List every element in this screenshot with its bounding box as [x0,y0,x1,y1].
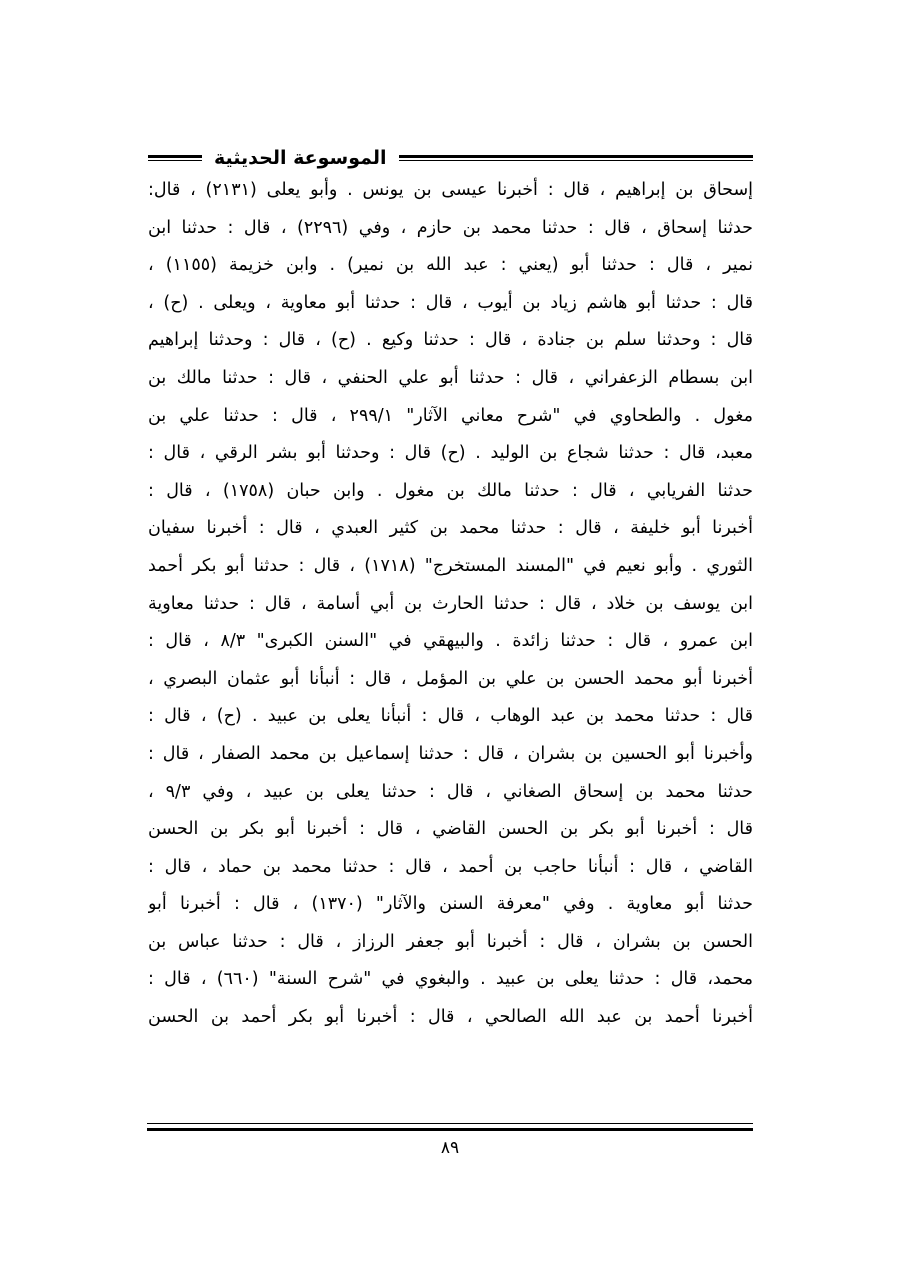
text-line: ابن يوسف بن خلاد ، قال : حدثنا الحارث بن أبي أسامة ، قال : حدثنا معاوية [148,593,753,614]
text-line: ابن عمرو ، قال : حدثنا زائدة . والبيهقي في "السنن الكبرى" ٨/٣ ، قال : [148,631,753,652]
text-line: القاضي ، قال : أنبأنا حاجب بن أحمد ، قال : حدثنا محمد بن حماد ، قال : [148,856,753,877]
text-line: إسحاق بن إبراهيم ، قال : أخبرنا عيسى بن يونس . وأبو يعلى (٢١٣١) ، قال: [148,180,753,200]
text-line: حدثنا إسحاق ، قال : حدثنا محمد بن حازم ، وفي (٢٢٩٦) ، قال : حدثنا ابن [148,217,753,238]
text-line: أخبرنا أبو محمد الحسن بن علي بن المؤمل ، قال : أنبأنا أبو عثمان البصري ، [148,668,753,689]
footer-rule-thick [147,1128,753,1131]
text-line: حدثنا محمد بن إسحاق الصغاني ، قال : حدثنا يعلى بن عبيد ، وفي ٩/٣ ، [148,781,753,802]
body-text [148,172,753,1037]
text-line: قال : أخبرنا أبو بكر بن الحسن القاضي ، قال : أخبرنا أبو بكر بن الحسن [148,819,753,840]
text-line: ابن بسطام الزعفراني ، قال : حدثنا أبو علي الحنفي ، قال : حدثنا مالك بن [148,367,753,388]
header-rule-left [148,155,202,161]
text-line: حدثنا الفريابي ، قال : حدثنا مالك بن مغول . وابن حبان (١٧٥٨) ، قال : [148,480,753,501]
text-line: وأخبرنا أبو الحسين بن بشران ، قال : حدثنا إسماعيل بن محمد الصفار ، قال : [148,743,753,764]
page-header [148,140,753,176]
text-line: مغول . والطحاوي في "شرح معاني الآثار" ٢٩٩/١ ، قال : حدثنا علي بن [148,405,753,426]
text-line: الحسن بن بشران ، قال : أخبرنا أبو جعفر الرزاز ، قال : حدثنا عباس بن [148,931,753,952]
text-line: نمير ، قال : حدثنا أبو (يعني : عبد الله بن نمير) . وابن خزيمة (١١٥٥) ، [148,255,753,276]
text-line: حدثنا أبو معاوية . وفي "معرفة السنن والآثار" (١٣٧٠) ، قال : أخبرنا أبو [148,894,753,915]
text-line: الثوري . وأبو نعيم في "المسند المستخرج" (١٧١٨) ، قال : حدثنا أبو بكر أحمد [148,555,753,576]
text-line: معبد، قال : حدثنا شجاع بن الوليد . (ح) قال : وحدثنا أبو بشر الرقي ، قال : [148,443,753,464]
header-title: الموسوعة الحديثية [214,147,387,169]
text-line: أخبرنا أبو خليفة ، قال : حدثنا محمد بن كثير العبدي ، قال : أخبرنا سفيان [148,518,753,539]
text-line: قال : حدثنا محمد بن عبد الوهاب ، قال : أنبأنا يعلى بن عبيد . (ح) ، قال : [148,706,753,727]
footer-rule-thin [147,1123,753,1124]
header-rule-right [399,155,754,161]
text-line: قال : حدثنا أبو هاشم زياد بن أيوب ، قال : حدثنا أبو معاوية ، ويعلى . (ح) ، [148,292,753,313]
text-line: أخبرنا أحمد بن عبد الله الصالحي ، قال : أخبرنا أبو بكر أحمد بن الحسن [148,1007,753,1028]
page-number: ٨٩ [440,1138,460,1158]
footer-rules [147,1123,753,1131]
text-line: قال : وحدثنا سلم بن جنادة ، قال : حدثنا وكيع . (ح) ، قال : وحدثنا إبراهيم [148,330,753,351]
text-line: محمد، قال : حدثنا يعلى بن عبيد . والبغوي في "شرح السنة" (٦٦٠) ، قال : [148,969,753,990]
